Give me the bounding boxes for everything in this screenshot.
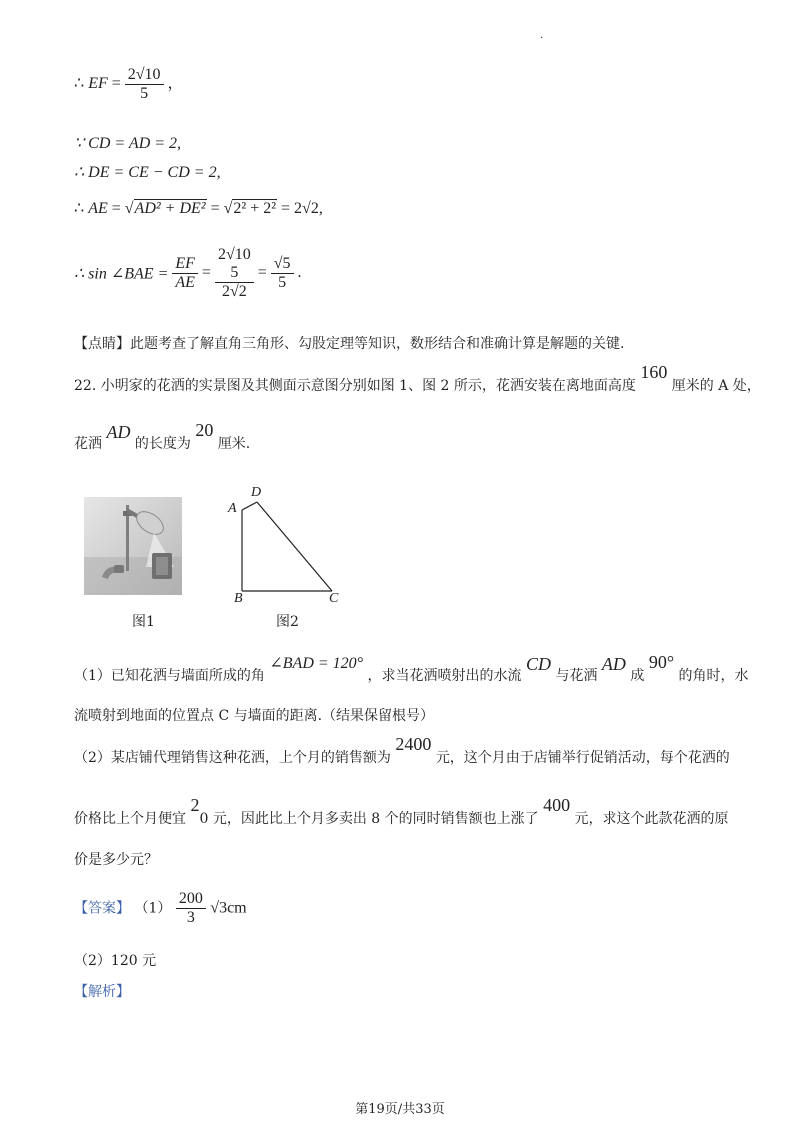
point-label-b: B <box>234 591 243 606</box>
dianjing-note: 【点睛】此题考查了解直角三角形、勾股定理等知识，数形结合和准确计算是解题的关键. <box>74 336 625 352</box>
solution-line-ef: ∴ EF = $\frac{2√10}{5}$ ， <box>74 66 184 102</box>
point-label-a: A <box>228 501 237 516</box>
answer-line2: （2）120 元 <box>74 953 157 969</box>
part2-line1: （2）某店铺代理销售这种花洒，上个月的销售额为 2400 元，这个月由于店铺举行促销活动，每个花洒的 <box>74 734 730 766</box>
q22-line1: 22. 小明家的花洒的实景图及其侧面示意图分别如图 1、图 2 所示，花洒安装在离地面高度 160 厘米的 A 处， <box>74 362 761 394</box>
figure1-caption: 图1 <box>132 614 155 630</box>
page-footer: 第19页/共33页 <box>355 1102 445 1117</box>
header-dot: . <box>540 30 544 41</box>
figure1-photo <box>84 497 182 595</box>
part1-line2: 流喷射到地面的位置点 C 与墙面的距离.（结果保留根号） <box>74 708 435 724</box>
solution-line-ae: ∴ AE = √AD² + DE² = √2² + 2² = 2√2, <box>74 200 323 217</box>
solution-line-sin: ∴ sin ∠BAE = $\frac{EF}{AE}$ = 2√10 5 2√2 = $\frac{√5}{5}$ . <box>74 246 302 300</box>
solution-line-de: ∴ DE = CE − CD = 2, <box>74 164 221 181</box>
answer-tag: 【答案】 <box>74 900 130 917</box>
solution-line-cd: ∵ CD = AD = 2, <box>74 135 182 152</box>
point-label-c: C <box>329 591 339 606</box>
q22-line2: 花洒 AD 的长度为 20 厘米. <box>74 420 251 452</box>
analysis-tag: 【解析】 <box>74 984 130 1000</box>
point-label-d: D <box>251 485 262 500</box>
shower-segment-ad <box>242 502 257 510</box>
part1-line1: （1）已知花洒与墙面所成的角 ∠BAD = 120° ，求当花洒喷射出的水流 CD 与花洒 AD 成 90° 的角时，水 <box>74 652 749 684</box>
shower-photo-image <box>84 497 182 595</box>
figure2-diagram <box>226 485 356 610</box>
water-segment-dc <box>257 502 332 591</box>
part2-line2: 价格比上个月便宜 20 元，因此比上个月多卖出 8 个的同时销售额也上涨了 400 元，求这个此款花洒的原 <box>74 795 729 827</box>
figure2-caption: 图2 <box>276 614 299 630</box>
answer-line1: 【答案】 （1） $\frac{200}{3}$ √3cm <box>74 890 247 926</box>
part2-line3: 价是多少元？ <box>74 852 158 868</box>
fraction: $\frac{2√10}{5}$ <box>125 66 164 103</box>
